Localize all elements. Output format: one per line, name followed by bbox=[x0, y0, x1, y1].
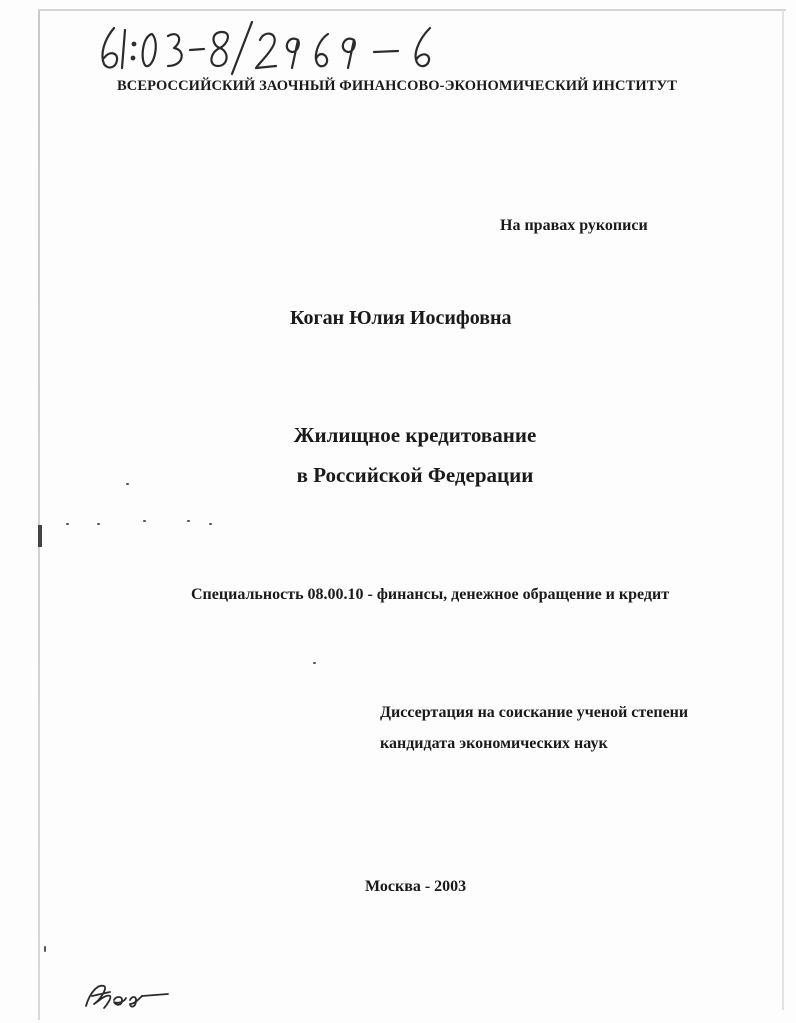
scan-speck bbox=[313, 662, 316, 664]
scan-speck bbox=[97, 523, 100, 525]
degree-line2: кандидата экономических наук bbox=[380, 735, 608, 752]
scan-edge-left bbox=[38, 10, 40, 1020]
scan-edge-right bbox=[782, 10, 784, 1010]
scan-speck bbox=[143, 520, 146, 522]
scan-edge-top bbox=[38, 9, 786, 11]
manuscript-note: На правах рукописи bbox=[500, 217, 648, 234]
institute-name: ВСЕРОССИЙСКИЙ ЗАОЧНЫЙ ФИНАНСОВО-ЭКОНОМИЧЕСКИЙ ИНСТИТУТ bbox=[117, 78, 678, 94]
scan-speck bbox=[187, 520, 190, 522]
degree-line1: Диссертация на соискание ученой степени bbox=[380, 704, 689, 721]
handwritten-archive-number bbox=[92, 18, 462, 76]
scan-speck bbox=[66, 523, 69, 525]
specialty-line: Специальность 08.00.10 - финансы, денежное обращение и кредит bbox=[191, 586, 670, 603]
scan-mark bbox=[38, 525, 42, 547]
handwritten-signature bbox=[80, 978, 172, 1014]
dissertation-title-line1: Жилищное кредитование bbox=[293, 423, 537, 447]
scan-speck bbox=[209, 523, 212, 525]
author-name: Коган Юлия Иосифовна bbox=[290, 307, 512, 329]
scan-speck bbox=[44, 946, 46, 952]
dissertation-title-line2: в Российской Федерации bbox=[296, 463, 534, 487]
city-year: Москва - 2003 bbox=[365, 878, 467, 895]
